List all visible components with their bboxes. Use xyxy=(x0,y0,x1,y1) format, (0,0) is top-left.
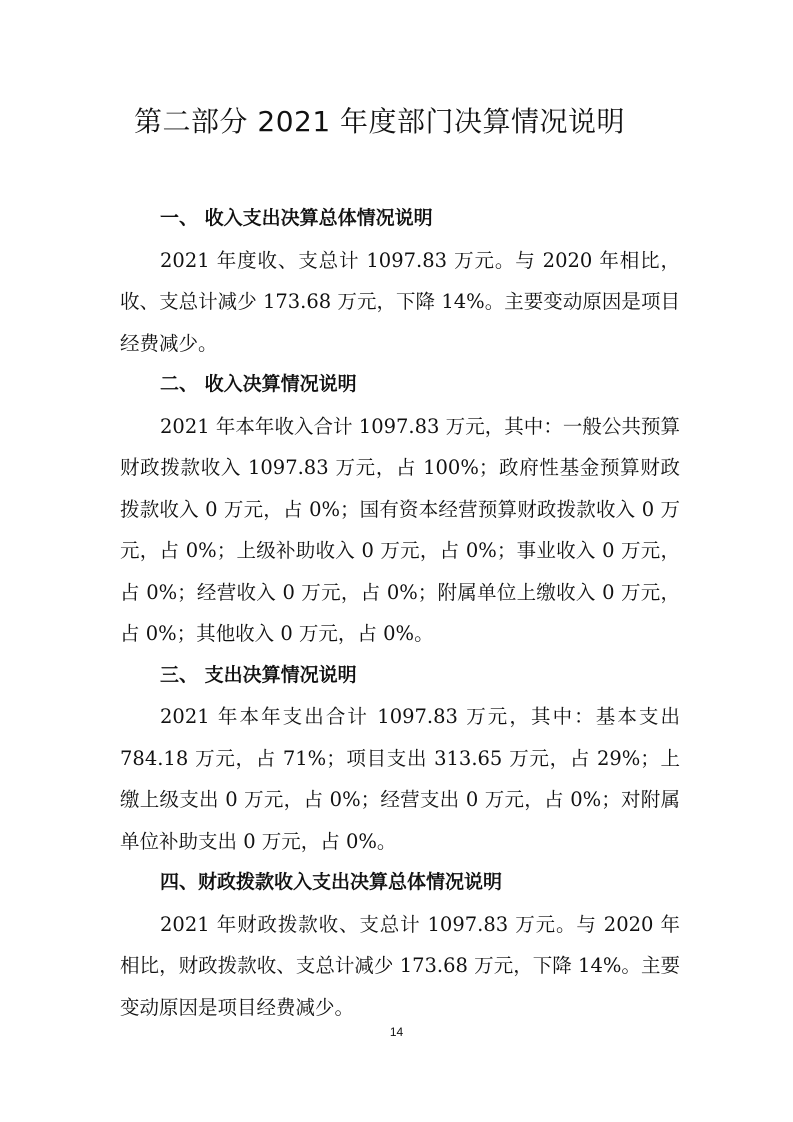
section-paragraph-expenditure: 2021 年本年支出合计 1097.83 万元，其中：基本支出 784.18 万元，占 71%；项目支出 313.65 万元，占 29%；上缴上级支出 0 万元，占 0%；经营支出 0 万元，占 0%；对附属单位补助支出 0 万元，占 0%。 xyxy=(120,705,680,853)
section-paragraph-income: 2021 年本年收入合计 1097.83 万元，其中：一般公共预算财政拨款收入 1097.83 万元，占 100%；政府性基金预算财政拨款收入 0 万元，占 0%；国有资本经营预算财政拨款收入 0 万元，占 0%；上级补助收入 0 万元，占 0%；事业收入 0 万元，占 0%；经营收入 0 万元，占 0%；附属单位上缴收入 0 万元，占 0%；其他收入 0 万元，占 0%。 xyxy=(120,414,680,645)
page-title: 第二部分 2021 年度部门决算情况说明 xyxy=(134,105,626,138)
section-paragraph-income-expenditure-overview: 2021 年度收、支总计 1097.83 万元。与 2020 年相比，收、支总计减少 173.68 万元，下降 14%。主要变动原因是项目经费减少。 xyxy=(120,248,680,355)
section-heading-income: 二、 收入决算情况说明 xyxy=(160,373,357,395)
section-heading-expenditure: 三、 支出决算情况说明 xyxy=(160,663,357,686)
document-body xyxy=(120,198,680,1028)
page-number: 14 xyxy=(389,1025,404,1039)
section-heading-fiscal-appropriation: 四、财政拨款收入支出决算总体情况说明 xyxy=(160,871,503,893)
section-paragraph-fiscal-appropriation: 2021 年财政拨款收、支总计 1097.83 万元。与 2020 年相比，财政拨款收、支总计减少 173.68 万元，下降 14%。主要变动原因是项目经费减少。 xyxy=(120,912,680,1019)
section-heading-income-expenditure-overview: 一、 收入支出决算总体情况说明 xyxy=(160,207,433,229)
